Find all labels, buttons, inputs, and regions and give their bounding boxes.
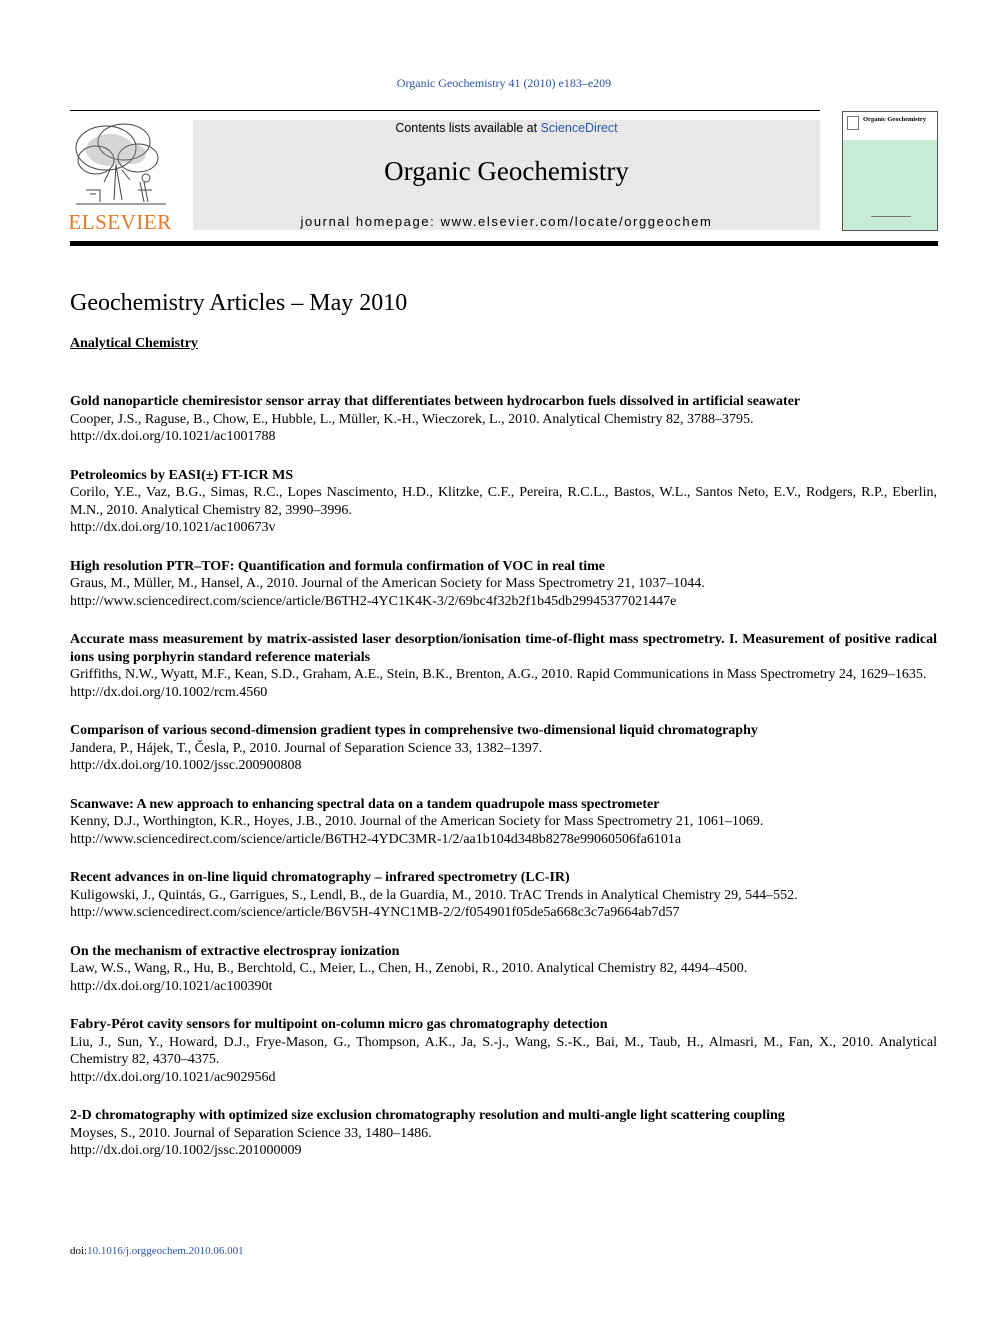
contents-available-line (193, 121, 820, 135)
article-link[interactable]: http://www.sciencedirect.com/science/article/B6TH2-4YDC3MR-1/2/aa1b104d348b8278e99060506fa6101a (70, 831, 682, 847)
cover-footer-mark (871, 216, 911, 223)
journal-title: Organic Geochemistry (384, 156, 629, 186)
article-link[interactable]: http://dx.doi.org/10.1021/ac100673v (70, 520, 276, 535)
article-title: Fabry-Pérot cavity sensors for multipoint on-column micro gas chromatography detection (70, 1017, 608, 1032)
article-reference: Cooper, J.S., Raguse, B., Chow, E., Hubble, L., Müller, K.-H., Wieczorek, L., 2010. Analytical Chemistry 82, 3788–3795. (70, 411, 754, 427)
elsevier-wordmark: ELSEVIER (68, 210, 172, 234)
elsevier-tree-icon (66, 120, 174, 212)
article-entry (70, 631, 937, 701)
journal-cover[interactable] (842, 111, 938, 231)
article-link[interactable]: http://dx.doi.org/10.1002/jssc.200900808 (70, 758, 302, 773)
article-entry (70, 869, 937, 922)
doi-prefix: doi: (70, 1245, 88, 1257)
article-link[interactable]: http://dx.doi.org/10.1002/jssc.201000009 (70, 1143, 302, 1158)
article-title: On the mechanism of extractive electrospray ionization (70, 943, 400, 959)
article-entry (70, 467, 937, 537)
page-title: Geochemistry Articles – May 2010 (70, 290, 408, 316)
article-link[interactable]: http://dx.doi.org/10.1021/ac100390t (70, 978, 273, 994)
article-title: 2-D chromatography with optimized size exclusion chromatography resolution and multi-angle light scattering coupling (70, 1108, 785, 1123)
article-link[interactable]: http://dx.doi.org/10.1021/ac902956d (70, 1069, 276, 1085)
article-entry (70, 796, 937, 849)
article-reference: Kuligowski, J., Quintás, G., Garrigues, S., Lendl, B., de la Guardia, M., 2010. TrAC Trends in Analytical Chemistry 29, 544–552. (70, 887, 798, 903)
article-link[interactable]: http://dx.doi.org/10.1002/rcm.4560 (70, 684, 268, 700)
article-title: Scanwave: A new approach to enhancing spectral data on a tandem quadrupole mass spectrometer (70, 796, 660, 812)
article-title: Gold nanoparticle chemiresistor sensor array that differentiates between hydrocarbon fuels dissolved in artificial seawater (70, 394, 801, 409)
article-entry (70, 393, 937, 446)
article-reference: Griffiths, N.W., Wyatt, M.F., Kean, S.D., Graham, A.E., Stein, B.K., Brenton, A.G., 2010. Rapid Communications in Mass Spectrometry 24, 1629–1635. (70, 667, 927, 682)
article-entry (70, 722, 937, 775)
article-title: Petroleomics by EASI(±) FT-ICR MS (70, 467, 294, 483)
section-heading: Analytical Chemistry (70, 336, 198, 351)
article-reference: Law, W.S., Wang, R., Hu, B., Berchtold, C., Meier, L., Chen, H., Zenobi, R., 2010. Analytical Chemistry 82, 4494–4500. (70, 961, 748, 976)
article-link[interactable]: http://dx.doi.org/10.1021/ac1001788 (70, 429, 276, 444)
doi-link[interactable]: 10.1016/j.orggeochem.2010.06.001 (87, 1245, 244, 1257)
header-bottom-rule (70, 241, 938, 246)
article-reference: Jandera, P., Hájek, T., Česla, P., 2010. Journal of Separation Science 33, 1382–1397. (70, 740, 543, 756)
article-reference: Corilo, Y.E., Vaz, B.G., Simas, R.C., Lopes Nascimento, H.D., Klitzke, C.F., Pereira, R.C.L., Bastos, W.L., Santos Neto, E.V., Rodgers, R.P., Eberlin, M.N., 2010. Analytical Chemistry 82, 3990–3996. (70, 485, 937, 518)
article-reference: Moyses, S., 2010. Journal of Separation Science 33, 1480–1486. (70, 1125, 432, 1141)
journal-cover-icon (847, 116, 859, 130)
header-top-rule (70, 110, 820, 111)
article-reference: Graus, M., Müller, M., Hansel, A., 2010. Journal of the American Society for Mass Spectrometry 21, 1037–1044. (70, 576, 705, 591)
article-link[interactable]: http://www.sciencedirect.com/science/article/B6V5H-4YNC1MB-2/2/f054901f05de5a668c3c7a9664ab7d57 (70, 905, 680, 920)
cover-title: Organic Geochemistry (863, 116, 926, 123)
article-title: Accurate mass measurement by matrix-assisted laser desorption/ionisation time-of-flight mass spectrometry. I. Measurement of positive radical ions using porphyrin standard reference materials (70, 632, 937, 665)
article-entry (70, 943, 937, 996)
article-entry (70, 1107, 937, 1160)
article-entry (70, 558, 937, 611)
article-title: Recent advances in on-line liquid chromatography – infrared spectrometry (LC-IR) (70, 870, 570, 885)
journal-banner (193, 120, 820, 230)
article-link[interactable]: http://www.sciencedirect.com/science/article/B6TH2-4YC1K4K-3/2/69bc4f32b2f1b45db29945377021447e (70, 593, 677, 609)
article-reference: Kenny, D.J., Worthington, K.R., Hoyes, J.B., 2010. Journal of the American Society for Mass Spectrometry 21, 1061–1069. (70, 814, 764, 829)
contents-prefix: Contents lists available at (395, 121, 541, 135)
footer-doi (70, 1245, 244, 1257)
elsevier-logo[interactable] (66, 120, 174, 232)
article-reference: Liu, J., Sun, Y., Howard, D.J., Frye-Mason, G., Thompson, A.K., Ja, S.-j., Wang, S.-K., Bai, M., Taub, H., Almasri, M., Fan, X., 2010. Analytical Chemistry 82, 4370–4375. (70, 1034, 937, 1067)
article-title: Comparison of various second-dimension gradient types in comprehensive two-dimensional liquid chromatography (70, 723, 758, 738)
cover-top (843, 112, 937, 140)
article-list (70, 393, 937, 1181)
sciencedirect-link[interactable]: ScienceDirect (540, 121, 618, 135)
article-title: High resolution PTR–TOF: Quantification and formula confirmation of VOC in real time (70, 558, 605, 574)
journal-homepage[interactable]: journal homepage: www.elsevier.com/locate/orggeochem (300, 214, 713, 229)
article-entry (70, 1016, 937, 1086)
journal-citation[interactable]: Organic Geochemistry 41 (2010) e183–e209 (396, 76, 612, 90)
